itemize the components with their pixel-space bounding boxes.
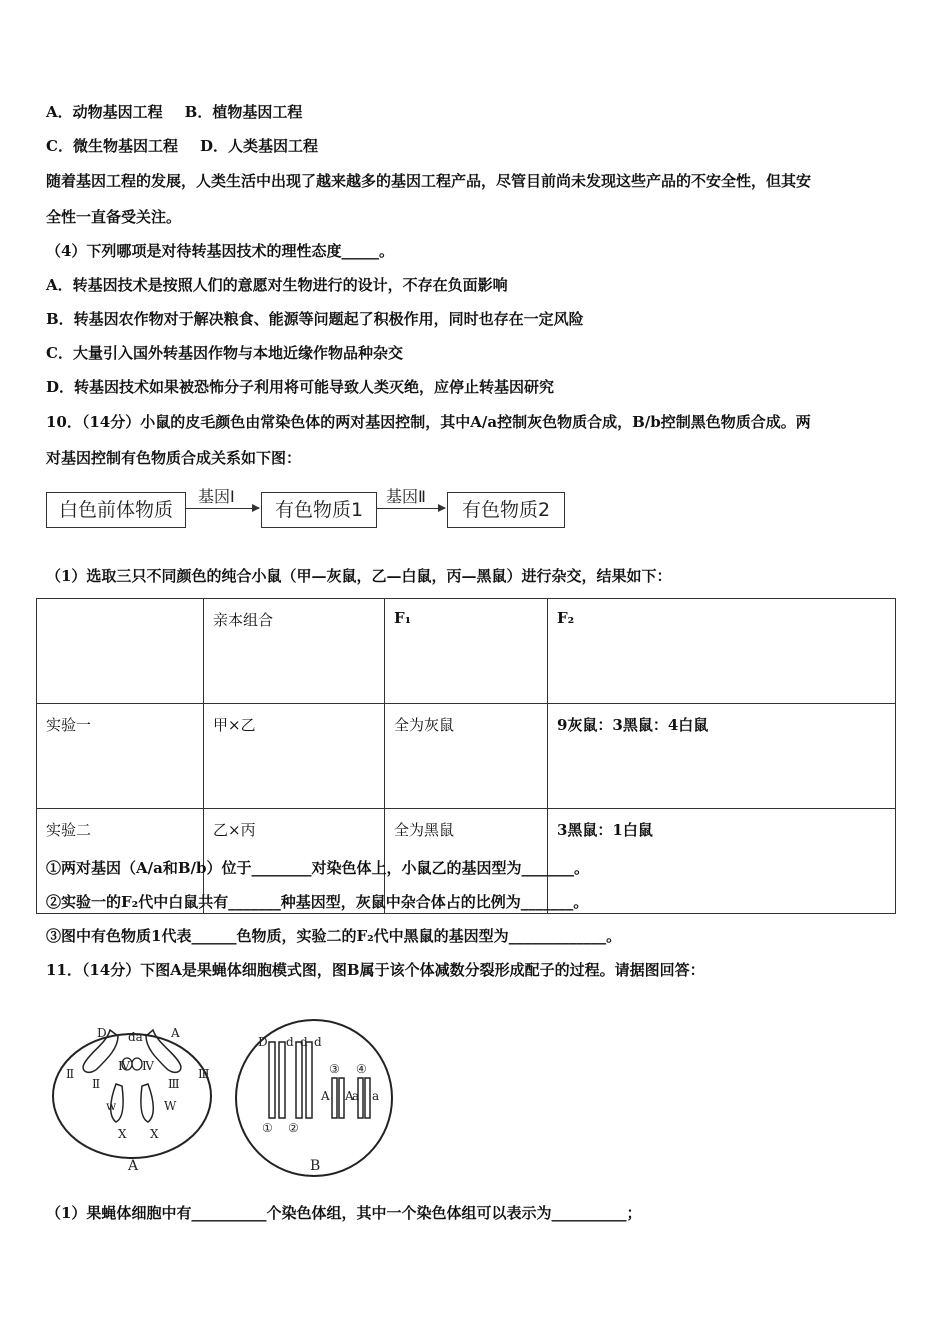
blank-question-1: ①两对基因（A/a和B/b）位于________对染色体上，小鼠乙的基因型为_______。 [46,859,589,877]
table-cell: 全为灰鼠 [385,704,548,809]
gene-2-label: 基因Ⅱ [386,487,426,506]
option-b: B．植物基因工程 [184,103,303,121]
diagram-label: A [321,1089,330,1103]
diagram-label: Ⅳ [142,1059,154,1073]
pathway-diagram [46,484,606,544]
paragraph-line-1: 随着基因工程的发展，人类生活中出现了越来越多的基因工程产品，尽管目前尚未发现这些产品的不安全性，但其安 [46,172,812,190]
diagram-label: D [97,1026,107,1040]
diagram-label: A [345,1089,354,1103]
option-d: D．人类基因工程 [199,137,318,155]
colored-substance-1-box: 有色物质1 [261,492,377,528]
table-header-row [37,599,896,704]
diagram-label: W [164,1099,177,1113]
diagram-label: d [300,1035,308,1049]
diagram-label: a [352,1089,360,1103]
diagram-label: Ⅲ [198,1067,210,1081]
gene-1-label: 基因Ⅰ [198,487,235,506]
table-row [37,704,896,809]
cell-a-diagram [53,1026,211,1158]
diagram-label: Ⅱ [92,1077,101,1091]
diagram-label: D [258,1035,268,1049]
diagram-label: A [171,1026,180,1040]
question-4-option-d: D．转基因技术如果被恐怖分子利用将可能导致人类灭绝，应停止转基因研究 [46,378,555,396]
figure-a-caption: A [128,1158,139,1174]
white-precursor-box: 白色前体物质 [46,492,186,528]
gene-2-arrow [377,508,445,509]
diagram-label: w [106,1099,117,1113]
diagram-label: X [118,1127,127,1141]
table-cell: 9灰鼠：3黑鼠：4白鼠 [548,704,896,809]
question-4-option-c: C．大量引入国外转基因作物与本地近缘作物品种杂交 [46,344,403,362]
question-4: （4）下列哪项是对待转基因技术的理性态度_____。 [46,242,394,260]
cell-b-diagram [236,1020,392,1176]
table-header-cell: F₂ [548,599,896,704]
question-11: 11．（14分）下图A是果蝇体细胞模式图，图B属于该个体减数分裂形成配子的过程。请据图回答： [46,961,705,979]
table-cell: 乙×丙 [204,809,385,914]
option-a: A．动物基因工程 [46,103,163,121]
table-header-cell: F₁ [385,599,548,704]
question-11-part-1: （1）果蝇体细胞中有__________个染色体组，其中一个染色体组可以表示为__________； [46,1204,642,1222]
table-header-cell [37,599,204,704]
diagram-label: a [372,1089,380,1103]
question-10-line-2: 对基因控制有色物质合成关系如下图： [46,449,302,467]
diagram-label: X [150,1127,159,1141]
colored-substance-2-box: 有色物质2 [447,492,565,528]
question-4-option-b: B．转基因农作物对于解决粮食、能源等问题起了积极作用，同时也存在一定风险 [46,310,584,328]
diagram-label: Ⅲ [168,1077,180,1091]
table-cell: 实验一 [37,704,204,809]
diagram-label: ④ [356,1062,367,1076]
diagram-label: ③ [329,1062,340,1076]
diagram-label: Ⅱ [66,1067,75,1081]
diagram-label: Ⅳ [118,1059,130,1073]
diagram-label: d [286,1035,294,1049]
table-header-cell: 亲本组合 [204,599,385,704]
diagram-label: d [314,1035,322,1049]
table-cell: 甲×乙 [204,704,385,809]
table-cell: 全为黑鼠 [385,809,548,914]
blank-question-3: ③图中有色物质1代表______色物质，实验二的F₂代中黑鼠的基因型为_____________。 [46,927,622,945]
table-cell: 3黑鼠：1白鼠 [548,809,896,914]
diagram-label: ① [262,1121,273,1135]
cell-diagrams [50,1018,400,1178]
diagram-label: ② [288,1121,299,1135]
options-a-b [46,102,302,122]
question-10-part-1: （1）选取三只不同颜色的纯合小鼠（甲—灰鼠，乙—白鼠，丙—黑鼠）进行杂交，结果如下： [46,567,672,585]
table-cell: 实验二 [37,809,204,914]
blank-question-2: ②实验一的F₂代中白鼠共有_______种基因型，灰鼠中杂合体占的比例为_______。 [46,893,589,911]
question-4-option-a: A．转基因技术是按照人们的意愿对生物进行的设计，不存在负面影响 [46,276,508,294]
diagram-label: da [128,1030,143,1044]
options-c-d [46,136,318,156]
question-10-line-1: 10．（14分）小鼠的皮毛颜色由常染色体的两对基因控制，其中A/a控制灰色物质合成，B/b控制黑色物质合成。两 [46,413,811,431]
gene-1-arrow [186,508,259,509]
paragraph-line-2: 全性一直备受关注。 [46,208,182,226]
option-c: C．微生物基因工程 [46,137,178,155]
figure-b-caption: B [310,1158,321,1174]
